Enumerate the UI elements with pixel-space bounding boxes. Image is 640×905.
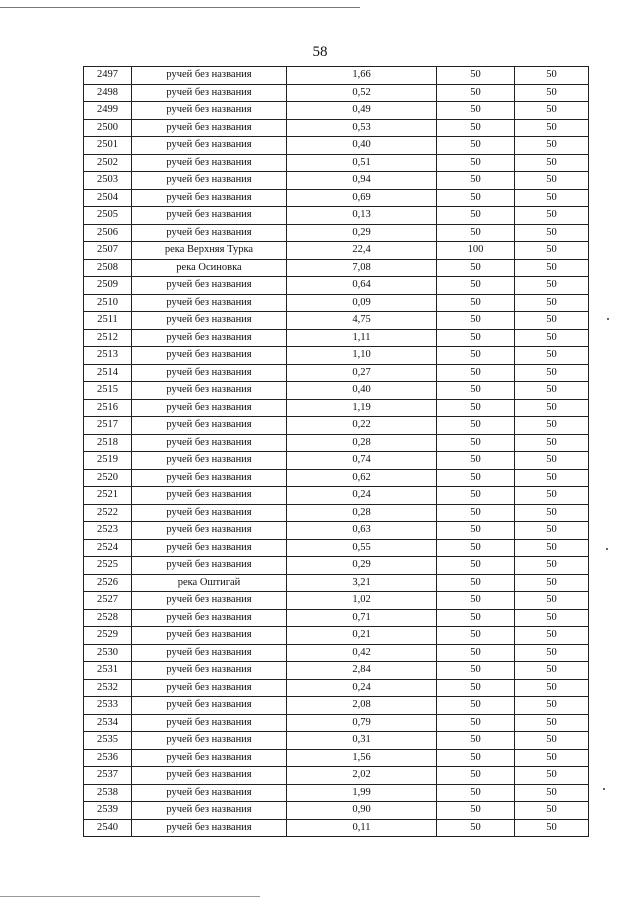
length-cell: 0,13 (287, 207, 437, 225)
row-number-cell: 2538 (84, 784, 132, 802)
zone-width-cell: 50 (437, 784, 515, 802)
water-object-name-cell: ручей без названия (132, 417, 287, 435)
length-cell: 0,09 (287, 294, 437, 312)
table-row (84, 84, 589, 102)
zone-width-cell: 50 (437, 609, 515, 627)
zone-width-cell: 50 (437, 714, 515, 732)
table-row (84, 522, 589, 540)
table-row (84, 732, 589, 750)
belt-width-cell: 50 (515, 417, 589, 435)
length-cell: 0,62 (287, 469, 437, 487)
length-cell: 0,42 (287, 644, 437, 662)
belt-width-cell: 50 (515, 732, 589, 750)
water-object-name-cell: ручей без названия (132, 207, 287, 225)
table-row (84, 609, 589, 627)
water-object-name-cell: река Оштигай (132, 574, 287, 592)
water-object-name-cell: ручей без названия (132, 767, 287, 785)
table-body (84, 67, 589, 837)
zone-width-cell: 50 (437, 382, 515, 400)
water-object-name-cell: ручей без названия (132, 697, 287, 715)
belt-width-cell: 50 (515, 662, 589, 680)
belt-width-cell: 50 (515, 224, 589, 242)
row-number-cell: 2524 (84, 539, 132, 557)
zone-width-cell: 50 (437, 627, 515, 645)
table-row (84, 119, 589, 137)
belt-width-cell: 50 (515, 592, 589, 610)
water-object-name-cell: ручей без названия (132, 364, 287, 382)
row-number-cell: 2533 (84, 697, 132, 715)
zone-width-cell: 50 (437, 557, 515, 575)
length-cell: 0,29 (287, 224, 437, 242)
table-row (84, 382, 589, 400)
length-cell: 1,66 (287, 67, 437, 85)
table-row (84, 329, 589, 347)
length-cell: 1,99 (287, 784, 437, 802)
zone-width-cell: 50 (437, 259, 515, 277)
belt-width-cell: 50 (515, 557, 589, 575)
table-row (84, 784, 589, 802)
belt-width-cell: 50 (515, 67, 589, 85)
length-cell: 4,75 (287, 312, 437, 330)
length-cell: 0,64 (287, 277, 437, 295)
zone-width-cell: 50 (437, 749, 515, 767)
length-cell: 0,94 (287, 172, 437, 190)
zone-width-cell: 50 (437, 364, 515, 382)
belt-width-cell: 50 (515, 539, 589, 557)
zone-width-cell: 50 (437, 102, 515, 120)
water-object-name-cell: ручей без названия (132, 749, 287, 767)
table-row (84, 312, 589, 330)
row-number-cell: 2534 (84, 714, 132, 732)
zone-width-cell: 50 (437, 819, 515, 837)
water-object-name-cell: река Осиновка (132, 259, 287, 277)
row-number-cell: 2507 (84, 242, 132, 260)
zone-width-cell: 50 (437, 84, 515, 102)
water-object-name-cell: ручей без названия (132, 329, 287, 347)
length-cell: 0,24 (287, 679, 437, 697)
length-cell: 1,11 (287, 329, 437, 347)
table-row (84, 487, 589, 505)
belt-width-cell: 50 (515, 364, 589, 382)
zone-width-cell: 50 (437, 434, 515, 452)
row-number-cell: 2501 (84, 137, 132, 155)
zone-width-cell: 50 (437, 574, 515, 592)
zone-width-cell: 50 (437, 487, 515, 505)
water-object-name-cell: ручей без названия (132, 662, 287, 680)
table-row (84, 102, 589, 120)
row-number-cell: 2502 (84, 154, 132, 172)
water-object-name-cell: ручей без названия (132, 452, 287, 470)
scan-top-rule (0, 7, 360, 8)
length-cell: 0,28 (287, 434, 437, 452)
length-cell: 0,29 (287, 557, 437, 575)
water-object-name-cell: ручей без названия (132, 679, 287, 697)
table-row (84, 224, 589, 242)
length-cell: 2,84 (287, 662, 437, 680)
table-row (84, 399, 589, 417)
page-number: 58 (312, 44, 328, 60)
length-cell: 22,4 (287, 242, 437, 260)
water-object-name-cell: ручей без названия (132, 802, 287, 820)
zone-width-cell: 50 (437, 347, 515, 365)
water-object-name-cell: ручей без названия (132, 819, 287, 837)
zone-width-cell: 50 (437, 329, 515, 347)
row-number-cell: 2523 (84, 522, 132, 540)
length-cell: 0,49 (287, 102, 437, 120)
belt-width-cell: 50 (515, 819, 589, 837)
length-cell: 7,08 (287, 259, 437, 277)
table-row (84, 154, 589, 172)
belt-width-cell: 50 (515, 102, 589, 120)
table-row (84, 364, 589, 382)
length-cell: 0,53 (287, 119, 437, 137)
table-row (84, 819, 589, 837)
belt-width-cell: 50 (515, 294, 589, 312)
row-number-cell: 2504 (84, 189, 132, 207)
water-object-name-cell: ручей без названия (132, 137, 287, 155)
row-number-cell: 2513 (84, 347, 132, 365)
table-row (84, 259, 589, 277)
water-object-name-cell: ручей без названия (132, 592, 287, 610)
length-cell: 1,56 (287, 749, 437, 767)
row-number-cell: 2503 (84, 172, 132, 190)
length-cell: 0,24 (287, 487, 437, 505)
water-object-name-cell: ручей без названия (132, 399, 287, 417)
belt-width-cell: 50 (515, 802, 589, 820)
row-number-cell: 2500 (84, 119, 132, 137)
water-object-name-cell: ручей без названия (132, 84, 287, 102)
row-number-cell: 2532 (84, 679, 132, 697)
water-object-name-cell: ручей без названия (132, 732, 287, 750)
table-row (84, 277, 589, 295)
zone-width-cell: 50 (437, 522, 515, 540)
zone-width-cell: 50 (437, 154, 515, 172)
table-row (84, 539, 589, 557)
length-cell: 1,02 (287, 592, 437, 610)
length-cell: 0,52 (287, 84, 437, 102)
length-cell: 0,90 (287, 802, 437, 820)
water-object-name-cell: ручей без названия (132, 154, 287, 172)
scan-speck (606, 548, 608, 550)
table-row (84, 67, 589, 85)
row-number-cell: 2498 (84, 84, 132, 102)
zone-width-cell: 50 (437, 469, 515, 487)
zone-width-cell: 50 (437, 399, 515, 417)
row-number-cell: 2506 (84, 224, 132, 242)
belt-width-cell: 50 (515, 767, 589, 785)
water-object-name-cell: ручей без названия (132, 487, 287, 505)
belt-width-cell: 50 (515, 312, 589, 330)
water-object-name-cell: ручей без названия (132, 119, 287, 137)
belt-width-cell: 50 (515, 749, 589, 767)
belt-width-cell: 50 (515, 84, 589, 102)
row-number-cell: 2508 (84, 259, 132, 277)
water-object-name-cell: ручей без названия (132, 644, 287, 662)
belt-width-cell: 50 (515, 784, 589, 802)
belt-width-cell: 50 (515, 189, 589, 207)
water-object-name-cell: ручей без названия (132, 294, 287, 312)
zone-width-cell: 50 (437, 312, 515, 330)
water-object-name-cell: ручей без названия (132, 67, 287, 85)
water-object-name-cell: ручей без названия (132, 539, 287, 557)
length-cell: 0,22 (287, 417, 437, 435)
belt-width-cell: 50 (515, 522, 589, 540)
length-cell: 0,55 (287, 539, 437, 557)
water-object-name-cell: ручей без названия (132, 609, 287, 627)
length-cell: 0,27 (287, 364, 437, 382)
row-number-cell: 2537 (84, 767, 132, 785)
table-row (84, 767, 589, 785)
table-row (84, 504, 589, 522)
belt-width-cell: 50 (515, 627, 589, 645)
length-cell: 1,10 (287, 347, 437, 365)
row-number-cell: 2497 (84, 67, 132, 85)
length-cell: 0,31 (287, 732, 437, 750)
row-number-cell: 2526 (84, 574, 132, 592)
zone-width-cell: 50 (437, 207, 515, 225)
zone-width-cell: 50 (437, 504, 515, 522)
length-cell: 0,71 (287, 609, 437, 627)
belt-width-cell: 50 (515, 574, 589, 592)
table-row (84, 574, 589, 592)
belt-width-cell: 50 (515, 609, 589, 627)
row-number-cell: 2519 (84, 452, 132, 470)
belt-width-cell: 50 (515, 644, 589, 662)
row-number-cell: 2522 (84, 504, 132, 522)
zone-width-cell: 50 (437, 697, 515, 715)
belt-width-cell: 50 (515, 487, 589, 505)
table-row (84, 469, 589, 487)
belt-width-cell: 50 (515, 504, 589, 522)
zone-width-cell: 50 (437, 539, 515, 557)
table-row (84, 714, 589, 732)
row-number-cell: 2540 (84, 819, 132, 837)
water-object-name-cell: ручей без названия (132, 784, 287, 802)
table-row (84, 189, 589, 207)
zone-width-cell: 50 (437, 452, 515, 470)
water-object-name-cell: ручей без названия (132, 382, 287, 400)
belt-width-cell: 50 (515, 382, 589, 400)
row-number-cell: 2517 (84, 417, 132, 435)
table-row (84, 242, 589, 260)
zone-width-cell: 50 (437, 662, 515, 680)
zone-width-cell: 50 (437, 732, 515, 750)
water-object-name-cell: ручей без названия (132, 469, 287, 487)
length-cell: 0,40 (287, 382, 437, 400)
water-object-name-cell: река Верхняя Турка (132, 242, 287, 260)
zone-width-cell: 50 (437, 679, 515, 697)
length-cell: 2,02 (287, 767, 437, 785)
table-row (84, 697, 589, 715)
water-object-name-cell: ручей без названия (132, 277, 287, 295)
table-row (84, 347, 589, 365)
row-number-cell: 2521 (84, 487, 132, 505)
table-row (84, 434, 589, 452)
belt-width-cell: 50 (515, 469, 589, 487)
row-number-cell: 2511 (84, 312, 132, 330)
water-objects-table (83, 66, 589, 837)
belt-width-cell: 50 (515, 679, 589, 697)
length-cell: 0,63 (287, 522, 437, 540)
water-object-name-cell: ручей без названия (132, 189, 287, 207)
length-cell: 0,79 (287, 714, 437, 732)
table-row (84, 627, 589, 645)
belt-width-cell: 50 (515, 119, 589, 137)
row-number-cell: 2520 (84, 469, 132, 487)
water-object-name-cell: ручей без названия (132, 347, 287, 365)
table-row (84, 294, 589, 312)
table-row (84, 644, 589, 662)
length-cell: 0,11 (287, 819, 437, 837)
water-object-name-cell: ручей без названия (132, 627, 287, 645)
zone-width-cell: 50 (437, 172, 515, 190)
zone-width-cell: 100 (437, 242, 515, 260)
table-row (84, 802, 589, 820)
water-object-name-cell: ручей без названия (132, 224, 287, 242)
length-cell: 2,08 (287, 697, 437, 715)
row-number-cell: 2527 (84, 592, 132, 610)
belt-width-cell: 50 (515, 697, 589, 715)
zone-width-cell: 50 (437, 802, 515, 820)
table-row (84, 679, 589, 697)
belt-width-cell: 50 (515, 399, 589, 417)
row-number-cell: 2509 (84, 277, 132, 295)
belt-width-cell: 50 (515, 434, 589, 452)
belt-width-cell: 50 (515, 347, 589, 365)
scan-bottom-rule (0, 896, 260, 897)
belt-width-cell: 50 (515, 172, 589, 190)
table-row (84, 417, 589, 435)
table-row (84, 749, 589, 767)
water-object-name-cell: ручей без названия (132, 172, 287, 190)
row-number-cell: 2515 (84, 382, 132, 400)
table-row (84, 557, 589, 575)
water-object-name-cell: ручей без названия (132, 102, 287, 120)
zone-width-cell: 50 (437, 137, 515, 155)
zone-width-cell: 50 (437, 119, 515, 137)
length-cell: 0,40 (287, 137, 437, 155)
row-number-cell: 2514 (84, 364, 132, 382)
table-row (84, 137, 589, 155)
row-number-cell: 2505 (84, 207, 132, 225)
zone-width-cell: 50 (437, 417, 515, 435)
water-object-name-cell: ручей без названия (132, 522, 287, 540)
belt-width-cell: 50 (515, 714, 589, 732)
row-number-cell: 2516 (84, 399, 132, 417)
belt-width-cell: 50 (515, 259, 589, 277)
zone-width-cell: 50 (437, 277, 515, 295)
table-row (84, 662, 589, 680)
row-number-cell: 2535 (84, 732, 132, 750)
belt-width-cell: 50 (515, 242, 589, 260)
zone-width-cell: 50 (437, 224, 515, 242)
table-row (84, 172, 589, 190)
water-object-name-cell: ручей без названия (132, 714, 287, 732)
length-cell: 0,69 (287, 189, 437, 207)
length-cell: 3,21 (287, 574, 437, 592)
length-cell: 1,19 (287, 399, 437, 417)
row-number-cell: 2536 (84, 749, 132, 767)
scan-speck (607, 318, 609, 320)
belt-width-cell: 50 (515, 137, 589, 155)
water-object-name-cell: ручей без названия (132, 312, 287, 330)
zone-width-cell: 50 (437, 592, 515, 610)
row-number-cell: 2528 (84, 609, 132, 627)
table-row (84, 207, 589, 225)
zone-width-cell: 50 (437, 767, 515, 785)
belt-width-cell: 50 (515, 154, 589, 172)
row-number-cell: 2499 (84, 102, 132, 120)
zone-width-cell: 50 (437, 644, 515, 662)
belt-width-cell: 50 (515, 329, 589, 347)
water-object-name-cell: ручей без названия (132, 557, 287, 575)
belt-width-cell: 50 (515, 207, 589, 225)
zone-width-cell: 50 (437, 294, 515, 312)
row-number-cell: 2539 (84, 802, 132, 820)
row-number-cell: 2529 (84, 627, 132, 645)
row-number-cell: 2510 (84, 294, 132, 312)
row-number-cell: 2518 (84, 434, 132, 452)
water-object-name-cell: ручей без названия (132, 434, 287, 452)
belt-width-cell: 50 (515, 452, 589, 470)
table-row (84, 452, 589, 470)
table-row (84, 592, 589, 610)
water-object-name-cell: ручей без названия (132, 504, 287, 522)
length-cell: 0,74 (287, 452, 437, 470)
length-cell: 0,51 (287, 154, 437, 172)
row-number-cell: 2530 (84, 644, 132, 662)
zone-width-cell: 50 (437, 189, 515, 207)
zone-width-cell: 50 (437, 67, 515, 85)
length-cell: 0,21 (287, 627, 437, 645)
scan-speck (603, 788, 605, 790)
row-number-cell: 2512 (84, 329, 132, 347)
belt-width-cell: 50 (515, 277, 589, 295)
length-cell: 0,28 (287, 504, 437, 522)
row-number-cell: 2525 (84, 557, 132, 575)
row-number-cell: 2531 (84, 662, 132, 680)
